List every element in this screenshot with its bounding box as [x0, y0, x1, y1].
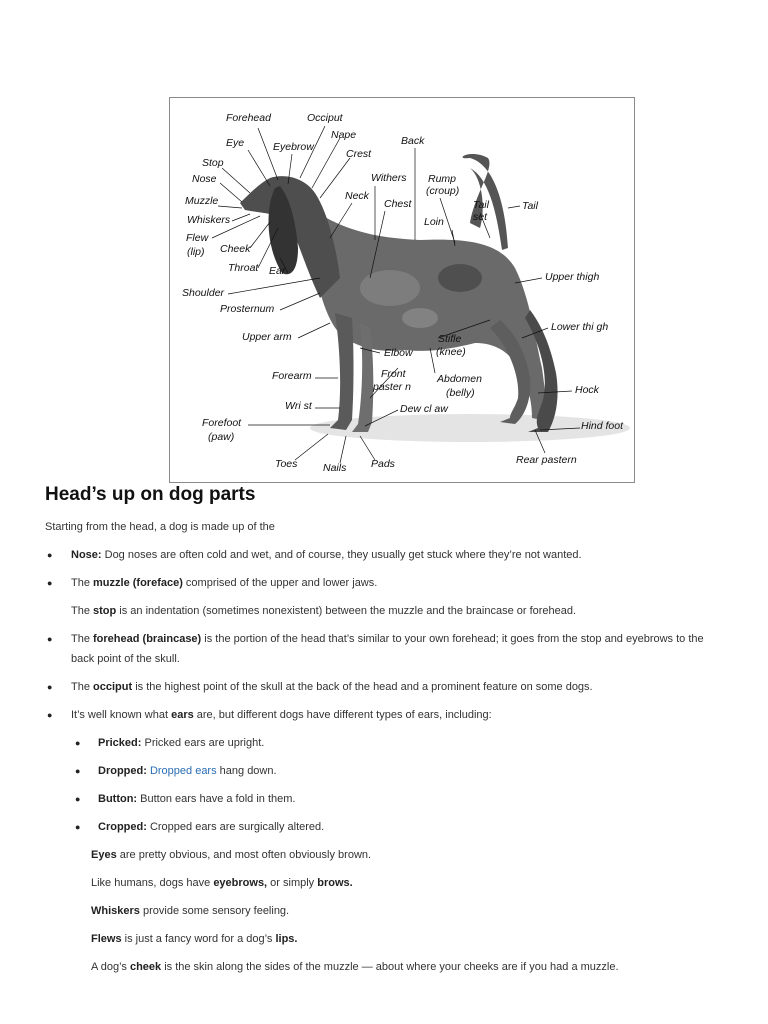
brows-item: Like humans, dogs have eyebrows, or simply brows. [91, 877, 353, 889]
label-occiput: Occiput [307, 112, 343, 124]
occiput-item: The occiput is the highest point of the skull at the back of the head and a prominent feature on some dogs. [71, 681, 593, 693]
label-forearm: Forearm [272, 370, 312, 382]
label-lower-thigh: Lower thi gh [551, 321, 609, 333]
label-eyebrow: Eyebrow [273, 141, 314, 153]
nose-item: Nose: Dog noses are often cold and wet, and of course, they usually get stuck where they’re not wanted. [71, 549, 582, 561]
label-flew: Flew [186, 232, 209, 244]
label-tail-set: Tail [473, 199, 489, 211]
label-crest: Crest [346, 148, 372, 160]
label-back: Back [401, 135, 425, 147]
label-nails: Nails [323, 462, 347, 474]
bullet-icon: ● [47, 578, 53, 588]
stop-item: The stop is an indentation (sometimes nonexistent) between the muzzle and the braincase or forehead. [71, 605, 577, 617]
label-loin: Loin [424, 216, 444, 228]
label-shoulder: Shoulder [182, 287, 225, 299]
forehead-item: The forehead (braincase) is the portion of the head that’s similar to your own forehead; it goes from the stop and eyebrows to the [71, 633, 704, 645]
label-chest: Chest [384, 198, 412, 210]
article-heading: Head’s up on dog parts [45, 484, 256, 505]
label-belly: (belly) [446, 387, 475, 399]
label-lip: (lip) [187, 246, 205, 258]
bullet-icon: ● [47, 634, 53, 644]
label-neck: Neck [345, 190, 369, 202]
label-toes: Toes [275, 458, 298, 470]
label-croup: (croup) [426, 185, 460, 197]
label-nose: Nose [192, 173, 217, 185]
ear-type-button: Button: Button ears have a fold in them. [98, 793, 296, 805]
whiskers-item: Whiskers provide some sensory feeling. [91, 905, 290, 917]
bullet-icon: ● [75, 794, 81, 804]
dropped-ears-link[interactable]: Dropped ears [146, 765, 217, 777]
label-prosternum: Prosternum [220, 303, 275, 315]
bullet-icon: ● [47, 550, 53, 560]
bullet-icon: ● [75, 766, 81, 776]
cheek-item: A dog’s cheek is the skin along the sides of the muzzle — about where your cheeks are if you had a muzzle. [91, 961, 619, 973]
label-upper-thigh: Upper thigh [545, 271, 600, 283]
muzzle-item: The muzzle (foreface) comprised of the upper and lower jaws. [71, 577, 378, 589]
label-eye: Eye [226, 137, 245, 149]
bullet-icon: ● [47, 710, 53, 720]
label-forehead: Forehead [226, 112, 271, 124]
dog-anatomy-figure [169, 97, 635, 483]
label-whiskers: Whiskers [187, 214, 231, 226]
flews-item: Flews is just a fancy word for a dog’s lips. [91, 933, 298, 945]
label-stifle: Stifle [438, 333, 462, 345]
label-cheek: Cheek [220, 243, 251, 255]
label-tail-set-2: set [473, 211, 488, 223]
ear-type-pricked: Pricked: Pricked ears are upright. [98, 737, 265, 749]
label-forefoot: Forefoot [202, 417, 242, 429]
ear-type-cropped: Cropped: Cropped ears are surgically altered. [98, 821, 325, 833]
label-paw: (paw) [208, 431, 235, 443]
label-upper-arm: Upper arm [242, 331, 292, 343]
bullet-icon: ● [75, 822, 81, 832]
label-pads: Pads [371, 458, 395, 470]
intro-text: Starting from the head, a dog is made up of the [45, 521, 275, 533]
label-elbow: Elbow [384, 347, 413, 359]
ears-item: It’s well known what ears are, but different dogs have different types of ears, including: [71, 709, 492, 721]
label-wrist: Wri st [285, 400, 312, 412]
label-front-pastern: Front [381, 368, 406, 380]
eyes-item: Eyes are pretty obvious, and most often obviously brown. [91, 849, 372, 861]
label-ear: Ear [269, 265, 286, 277]
label-dewclaw: Dew cl aw [400, 403, 448, 415]
label-tail: Tail [522, 200, 538, 212]
label-rump: Rump [428, 173, 457, 185]
label-hind-foot: Hind foot [581, 420, 624, 432]
label-throat: Throat [228, 262, 259, 274]
dog-front-leg [330, 313, 354, 430]
bullet-icon: ● [75, 738, 81, 748]
label-abdomen: Abdomen [437, 373, 482, 385]
label-front-pastern-2: paster n [373, 381, 411, 393]
bullet-icon: ● [47, 682, 53, 692]
ear-type-dropped: Dropped: Dropped ears hang down. [98, 765, 277, 777]
label-hock: Hock [575, 384, 599, 396]
forehead-item-cont: back point of the skull. [71, 653, 180, 665]
label-muzzle: Muzzle [185, 195, 219, 207]
label-stop: Stop [202, 157, 224, 169]
label-withers: Withers [371, 172, 407, 184]
label-nape: Nape [331, 129, 357, 141]
label-rear-pastern: Rear pastern [516, 454, 577, 466]
label-knee: (knee) [436, 346, 466, 358]
